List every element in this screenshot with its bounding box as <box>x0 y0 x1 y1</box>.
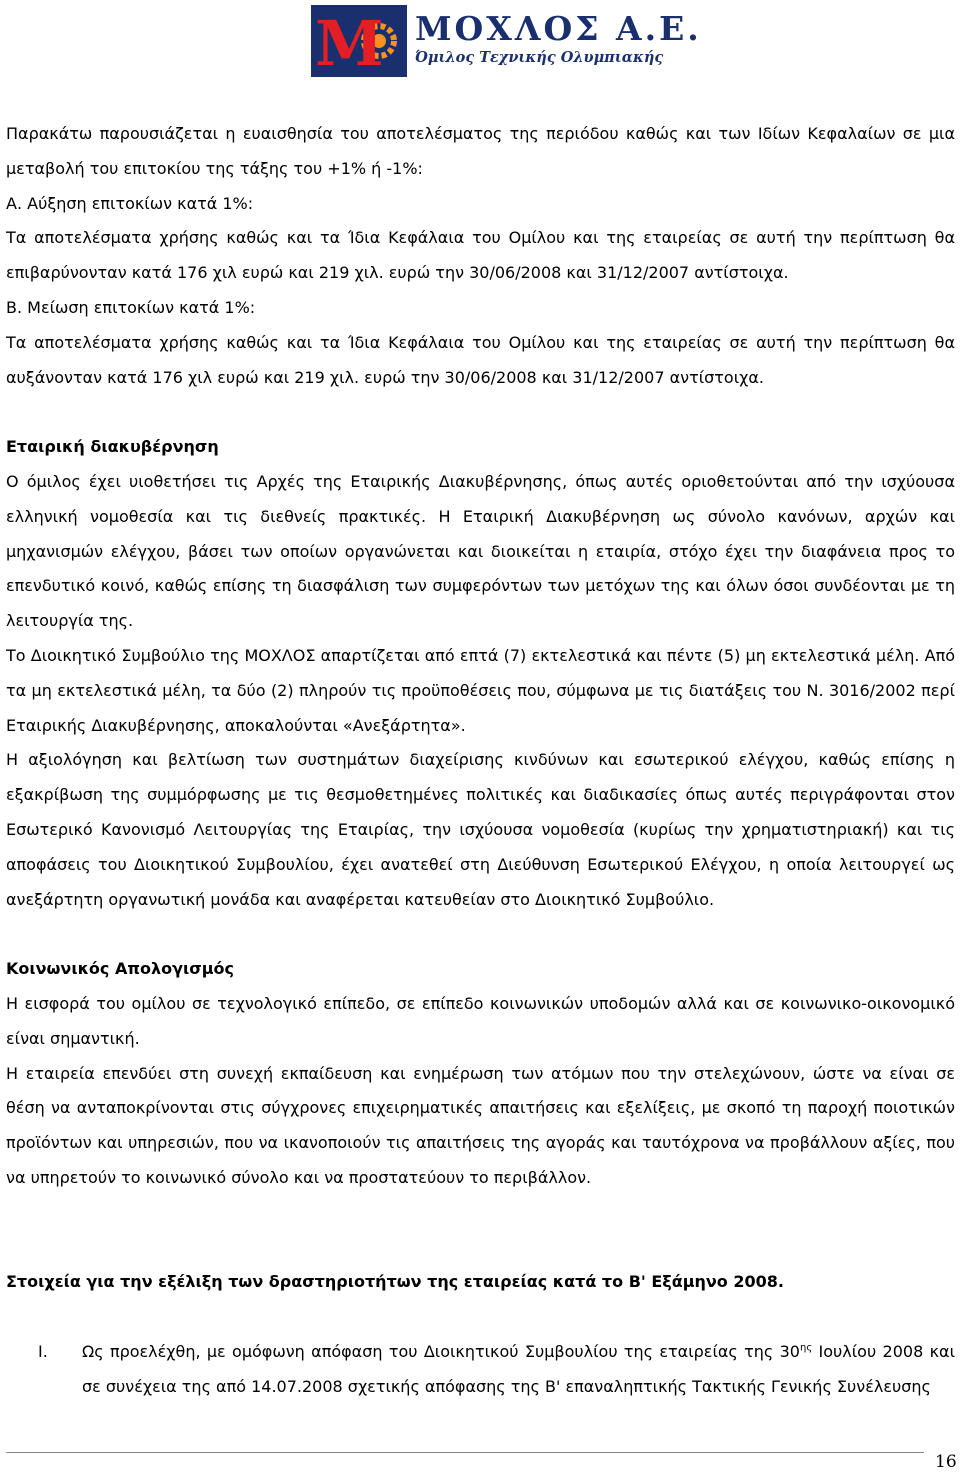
gear-icon <box>311 5 407 77</box>
social-heading: Κοινωνικός Απολογισμός <box>6 959 234 979</box>
social-paragraph-2: Η εταιρεία επενδύει στη συνεχή εκπαίδευση και ενημέρωση των ατόμων που την στελεχώνουν, ώστε να είναι σε θέση να ανταποκρίνονται στις σύγχρονες επιχειρηματικές απαιτήσεις και εξελίξεις, με σκοπό τη παροχή ποιοτικών προϊόντων και υπηρεσιών, που να ικανοποιούν τις απαιτήσεις της αγοράς και ταυτόχρονα να προβάλλουν αξίες, που να υπηρετούν το κοινωνικό σύνολο και να προστατεύουν το περιβάλλον. <box>6 1063 955 1187</box>
logo-letter: M <box>315 7 384 77</box>
company-subtitle: Όμιλος Τεχνικής Ολυμπιακής <box>415 49 664 66</box>
governance-heading: Εταιρική διακυβέρνηση <box>6 437 219 457</box>
social-paragraph-1: Η εισφορά του ομίλου σε τεχνολογικό επίπεδο, σε επίπεδο κοινωνικών υποδομών αλλά και σε κοινωνικο-οικονομικό είναι σημαντική. <box>6 993 955 1048</box>
sensitivity-b-title: Β. Μείωση επιτοκίων κατά 1%: <box>6 297 256 317</box>
activities-heading: Στοιχεία για την εξέλιξη των δραστηριοτήτων της εταιρείας κατά το Β' Εξάμηνο 2008. <box>6 1272 784 1292</box>
footer-divider <box>6 1452 924 1453</box>
sensitivity-b-text: Τα αποτελέσματα χρήσης καθώς και τα Ίδια Κεφάλαια του Ομίλου και της εταιρείας σε αυτή την περίπτωση θα αυξάνονταν κατά 176 χιλ ευρώ και 219 χιλ. ευρώ την 30/06/2008 και 31/12/2007 αντίστοιχα. <box>6 332 955 387</box>
document-body <box>6 117 955 1404</box>
page-number: 16 <box>935 1452 957 1472</box>
list-item <box>38 1335 955 1405</box>
list-item-text: Ως προελέχθη, με ομόφωνη απόφαση του Διοικητικού Συμβουλίου της εταιρείας της $30^{\eta\varsigma}$ Ιουλίου 2008 και σε συνέχεια της από 14.07.2008 σχετικής απόφασης της Β' επαναληπτικής Τακτικής Γενικής Συνέλευσης <box>82 1341 955 1396</box>
logo-emblem <box>311 5 407 77</box>
sensitivity-intro: Παρακάτω παρουσιάζεται η ευαισθησία του αποτελέσματος της περιόδου καθώς και των Ιδίων Κεφαλαίων σε μια μεταβολή του επιτοκίου της τάξης του +1% ή -1%: <box>6 124 955 178</box>
governance-paragraph-3: Η αξιολόγηση και βελτίωση των συστημάτων διαχείρισης κινδύνων και εσωτερικού ελέγχου, καθώς επίσης η εξακρίβωση της συμμόρφωσης με τις θεσμοθετημένες πολιτικές και διαδικασίες όπως αυτές περιγράφονται στον Εσωτερικό Κανονισμό Λειτουργίας της Εταιρίας, την ισχύουσα νομοθεσία (κυρίως την χρηματιστηριακή) και τις αποφάσεις του Διοικητικού Συμβουλίου, έχει ανατεθεί στη Διεύθυνση Εσωτερικού Ελέγχου, η οποία λειτουργεί ως ανεξάρτητη οργανωτική μονάδα και αναφέρεται κατευθείαν στο Διοικητικό Συμβούλιο. <box>6 750 955 909</box>
governance-paragraph-2: Το Διοικητικό Συμβούλιο της ΜΟΧΛΟΣ απαρτίζεται από επτά (7) εκτελεστικά και πέντε (5) μη εκτελεστικά μέλη. Από τα μη εκτελεστικά μέλη, τα δύο (2) πληρούν τις προϋποθέσεις που, σύμφωνα με τις διατάξεις του Ν. 3016/2002 περί Εταιρικής Διακυβέρνησης, αποκαλούνται «Ανεξάρτητα». <box>6 645 955 735</box>
company-logo <box>311 5 702 77</box>
list-item-number: I. <box>38 1341 48 1361</box>
governance-paragraph-1: Ο όμιλος έχει υιοθετήσει τις Αρχές της Εταιρικής Διακυβέρνησης, όπως αυτές οριοθετούνται από την ισχύουσα ελληνική νομοθεσία και τις διεθνείς πρακτικές. Η Εταιρική Διακυβέρνηση ως σύνολο κανόνων, αρχών και μηχανισμών ελέγχου, βάσει των οποίων οργανώνεται και διοικείται η εταιρία, στόχο έχει την διαφάνεια προς το επενδυτικό κοινό, καθώς επίσης τη διασφάλιση των συμφερόντων των μετόχων της και όλων όσοι συνδέονται με τη λειτουργία της. <box>6 471 955 631</box>
company-name: ΜΟΧΛΟΣ Α.Ε. <box>415 9 702 48</box>
sensitivity-a-title: Α. Αύξηση επιτοκίων κατά 1%: <box>6 193 254 213</box>
sensitivity-a-text: Τα αποτελέσματα χρήσης καθώς και τα Ίδια Κεφάλαια του Ομίλου και της εταιρείας σε αυτή την περίπτωση θα επιβαρύνονταν κατά 176 χιλ ευρώ και 219 χιλ. ευρώ την 30/06/2008 και 31/12/2007 αντίστοιχα. <box>6 228 955 283</box>
